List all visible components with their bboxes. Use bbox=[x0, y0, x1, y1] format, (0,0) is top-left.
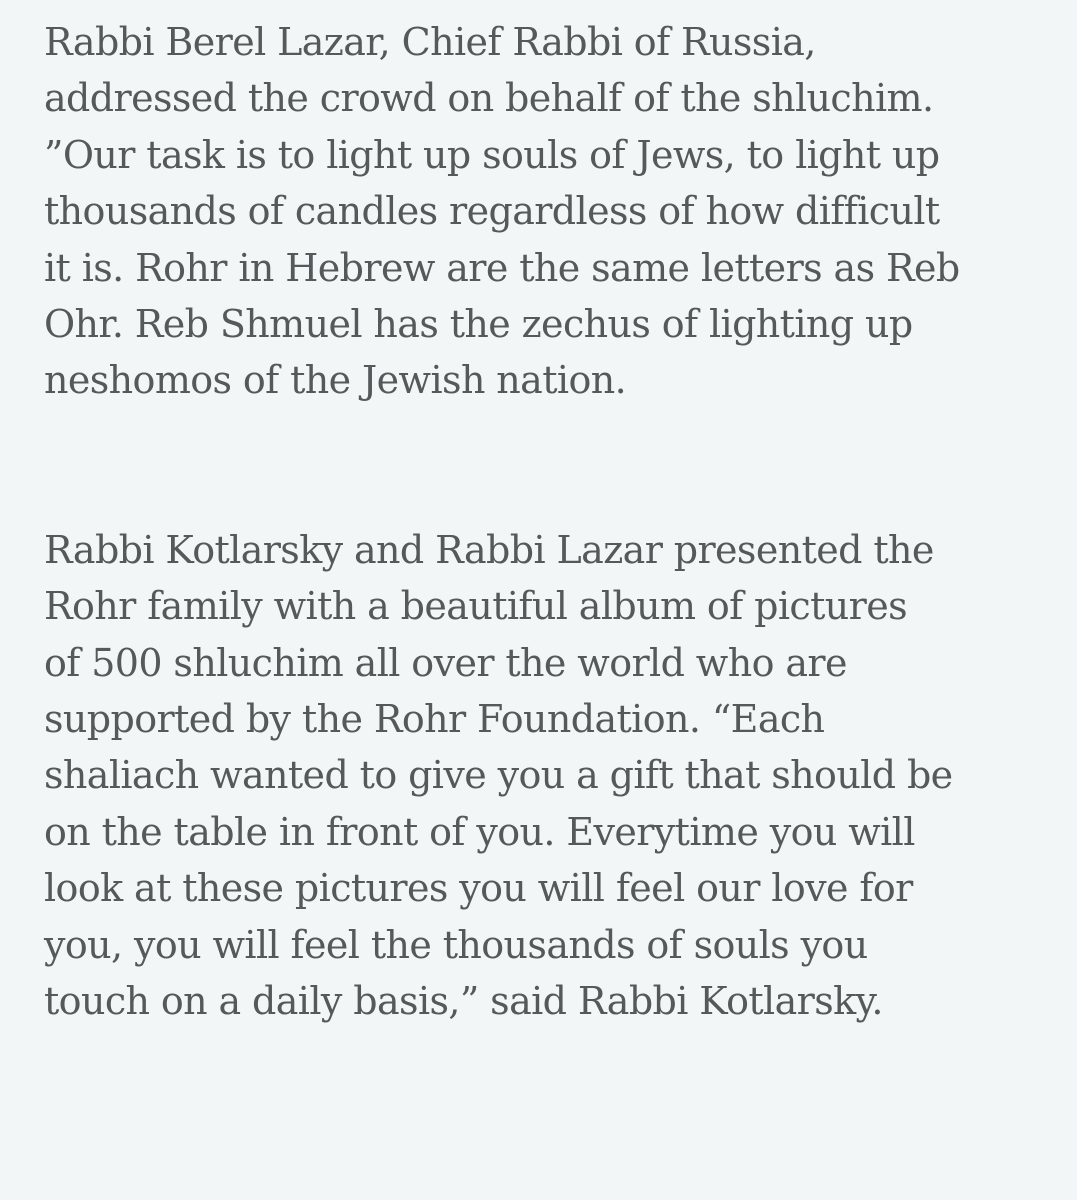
article-paragraph-album-presentation: Rabbi Kotlarsky and Rabbi Lazar presented the Rohr family with a beautiful album of pictures of 500 shluchim all over the world who are supported by the Rohr Foundation. “Each shaliach wanted to give you a gift that should be on the table in front of you. Everytime you will look at these pictures you will feel our love for you, you will feel the thousands of souls you touch on a daily basis,” said Rabbi Kotlarsky. bbox=[44, 527, 953, 1024]
article-paragraph-lazar-address: Rabbi Berel Lazar, Chief Rabbi of Russia, addressed the crowd on behalf of the shluchim. ”Our task is to light up souls of Jews, to light up thousands of candles regardless of how difficult it is. Rohr in Hebrew are the same letters as Reb Ohr. Reb Shmuel has the zechus of lighting up neshomos of the Jewish nation. bbox=[44, 20, 960, 403]
